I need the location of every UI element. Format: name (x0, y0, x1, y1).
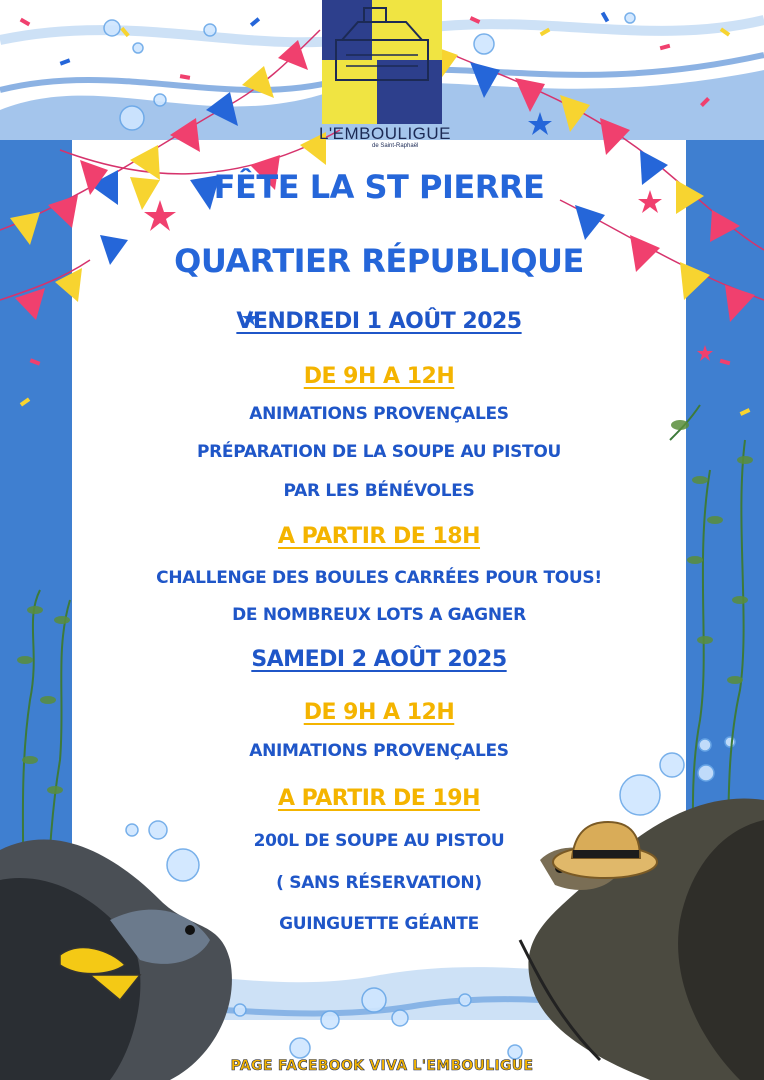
friday-morning-item: PAR LES BÉNÉVOLES (283, 481, 475, 501)
logo-name: L'EMBOULIGUE (318, 124, 452, 143)
event-subtitle: QUARTIER RÉPUBLIQUE (174, 242, 584, 280)
saturday-morning-time: DE 9H A 12H (303, 700, 455, 725)
logo-emblem-icon (322, 0, 442, 124)
facebook-footer: PAGE FACEBOOK VIVA L'EMBOULIGUE (230, 1058, 534, 1074)
friday-morning-item: PRÉPARATION DE LA SOUPE AU PISTOU (196, 442, 562, 462)
saturday-date: SAMEDI 2 AOÛT 2025 (251, 647, 507, 672)
logo-subtitle: de Saint-Raphaël (372, 143, 419, 149)
friday-date: VENDREDI 1 AOÛT 2025 (236, 309, 522, 334)
friday-evening-item: DE NOMBREUX LOTS A GAGNER (232, 605, 526, 625)
friday-morning-time: DE 9H A 12H (303, 364, 455, 389)
friday-evening-time: A PARTIR DE 18H (277, 524, 481, 549)
friday-morning-item: ANIMATIONS PROVENÇALES (249, 404, 509, 424)
emboulique-logo (318, 0, 452, 155)
saturday-evening-time: A PARTIR DE 19H (277, 786, 481, 811)
event-title: FÊTE LA ST PIERRE (213, 168, 545, 206)
saturday-morning-item: ANIMATIONS PROVENÇALES (249, 741, 509, 761)
saturday-evening-item: GUINGUETTE GÉANTE (279, 914, 479, 934)
saturday-evening-item: ( SANS RÉSERVATION) (276, 873, 482, 893)
saturday-evening-item: 200L DE SOUPE AU PISTOU (253, 831, 505, 851)
friday-evening-item: CHALLENGE DES BOULES CARRÉES POUR TOUS! (156, 568, 602, 588)
